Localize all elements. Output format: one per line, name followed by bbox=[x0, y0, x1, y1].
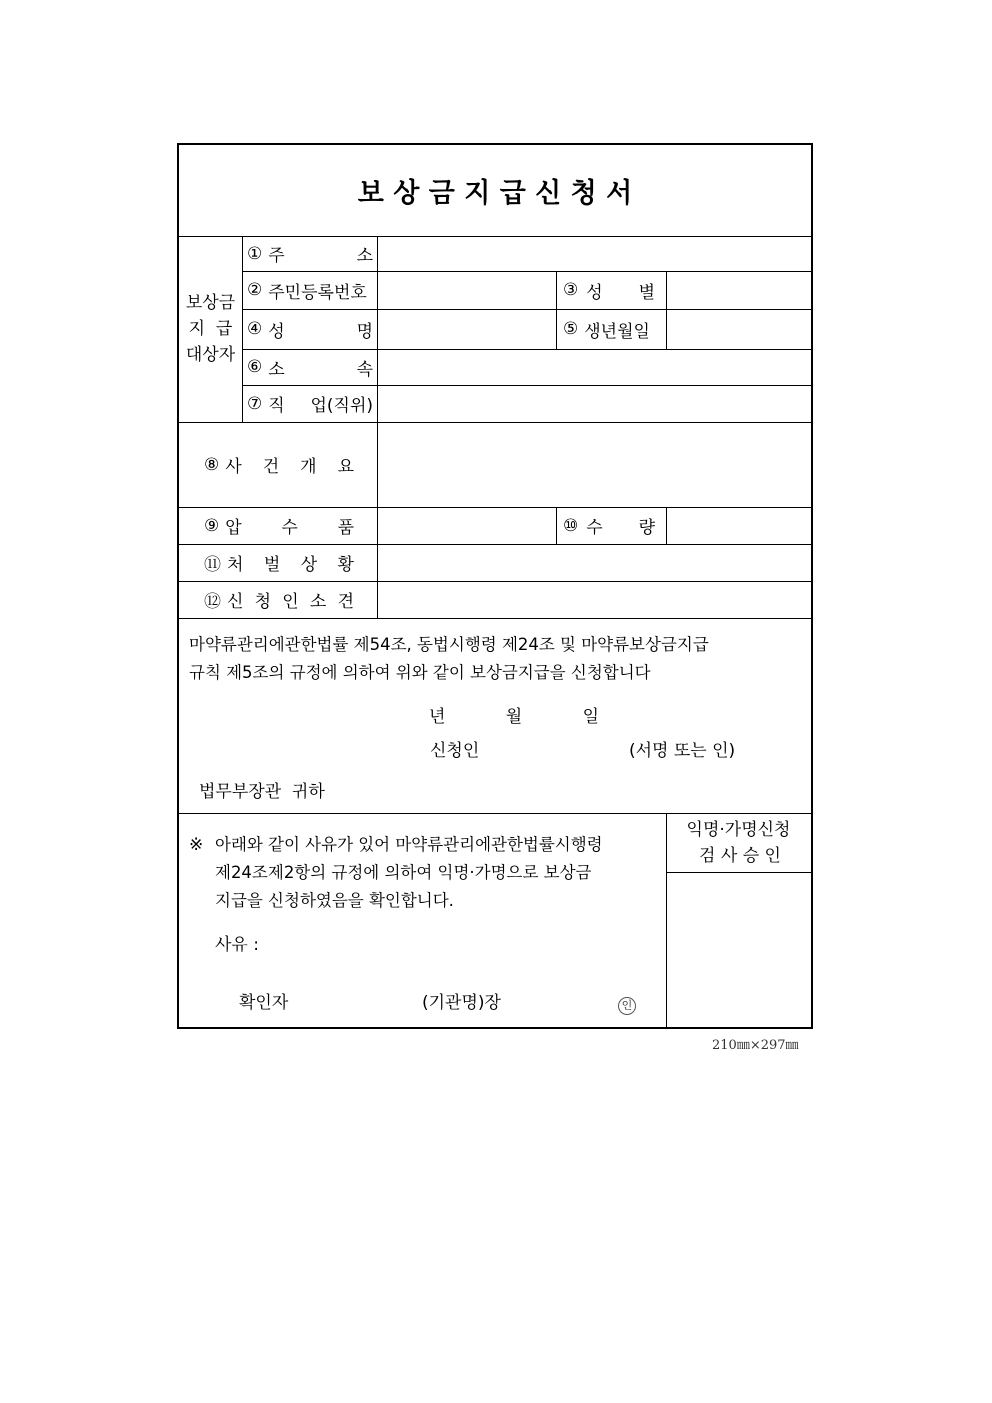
target-group-label: 보상금 지 급 대상자 bbox=[185, 293, 236, 365]
applicant-opinion-label: ⑫ 신 청 인 소 견 bbox=[204, 592, 354, 612]
seal-icon: 인 bbox=[618, 994, 636, 1015]
confirmation-line1: 아래와 같이 사유가 있어 마약류관리에관한법률시행령 bbox=[215, 835, 603, 854]
affiliation-label: ⑥ 소 속 bbox=[247, 357, 373, 380]
confirmer-label: 확인자 bbox=[239, 993, 289, 1013]
case-summary-label: ⑧ 사 건 개 요 bbox=[204, 454, 354, 477]
address-label: ① 주 소 bbox=[247, 243, 373, 266]
form-title: 보 상 금 지 급 신 청 서 bbox=[357, 178, 633, 209]
gender-label: ③ 성 별 bbox=[563, 280, 655, 303]
note-mark: ※ bbox=[189, 835, 204, 855]
confirmation-line2: 제24조제2항의 규정에 의하여 익명·가명으로 보상금 bbox=[215, 863, 592, 882]
date-line: 년 월 일 bbox=[429, 707, 599, 727]
reason-label: 사유 : bbox=[215, 935, 259, 955]
resident-number-label: ② 주민등록번호 bbox=[247, 280, 367, 303]
addressee: 법무부장관 귀하 bbox=[199, 782, 325, 802]
applicant-label: 신청인 bbox=[430, 741, 480, 761]
approval-title: 익명·가명신청 bbox=[686, 820, 791, 840]
quantity-label: ⑩ 수 량 bbox=[563, 515, 655, 538]
statement-line2: 규칙 제5조의 규정에 의하여 위와 같이 보상금지급을 신청합니다 bbox=[189, 663, 651, 682]
approval-subtitle: 검 사 승 인 bbox=[699, 846, 781, 866]
seized-item-label: ⑨ 압 수 품 bbox=[204, 515, 354, 538]
org-head-label: (기관명)장 bbox=[422, 993, 501, 1013]
application-form bbox=[177, 143, 813, 1029]
signature-label: (서명 또는 인) bbox=[629, 741, 736, 761]
statement-line1: 마약류관리에관한법률 제54조, 동법시행령 제24조 및 마약류보상금지급 bbox=[189, 635, 709, 654]
occupation-label: ⑦ 직 업(직위) bbox=[247, 393, 373, 416]
name-label: ④ 성 명 bbox=[247, 319, 373, 342]
confirmation-line3: 지급을 신청하였음을 확인합니다. bbox=[215, 891, 454, 910]
punishment-status-label: ⑪ 처 벌 상 황 bbox=[204, 555, 354, 575]
paper-size: 210㎜×297㎜ bbox=[712, 1038, 799, 1053]
birthdate-label: ⑤ 생년월일 bbox=[563, 319, 650, 342]
